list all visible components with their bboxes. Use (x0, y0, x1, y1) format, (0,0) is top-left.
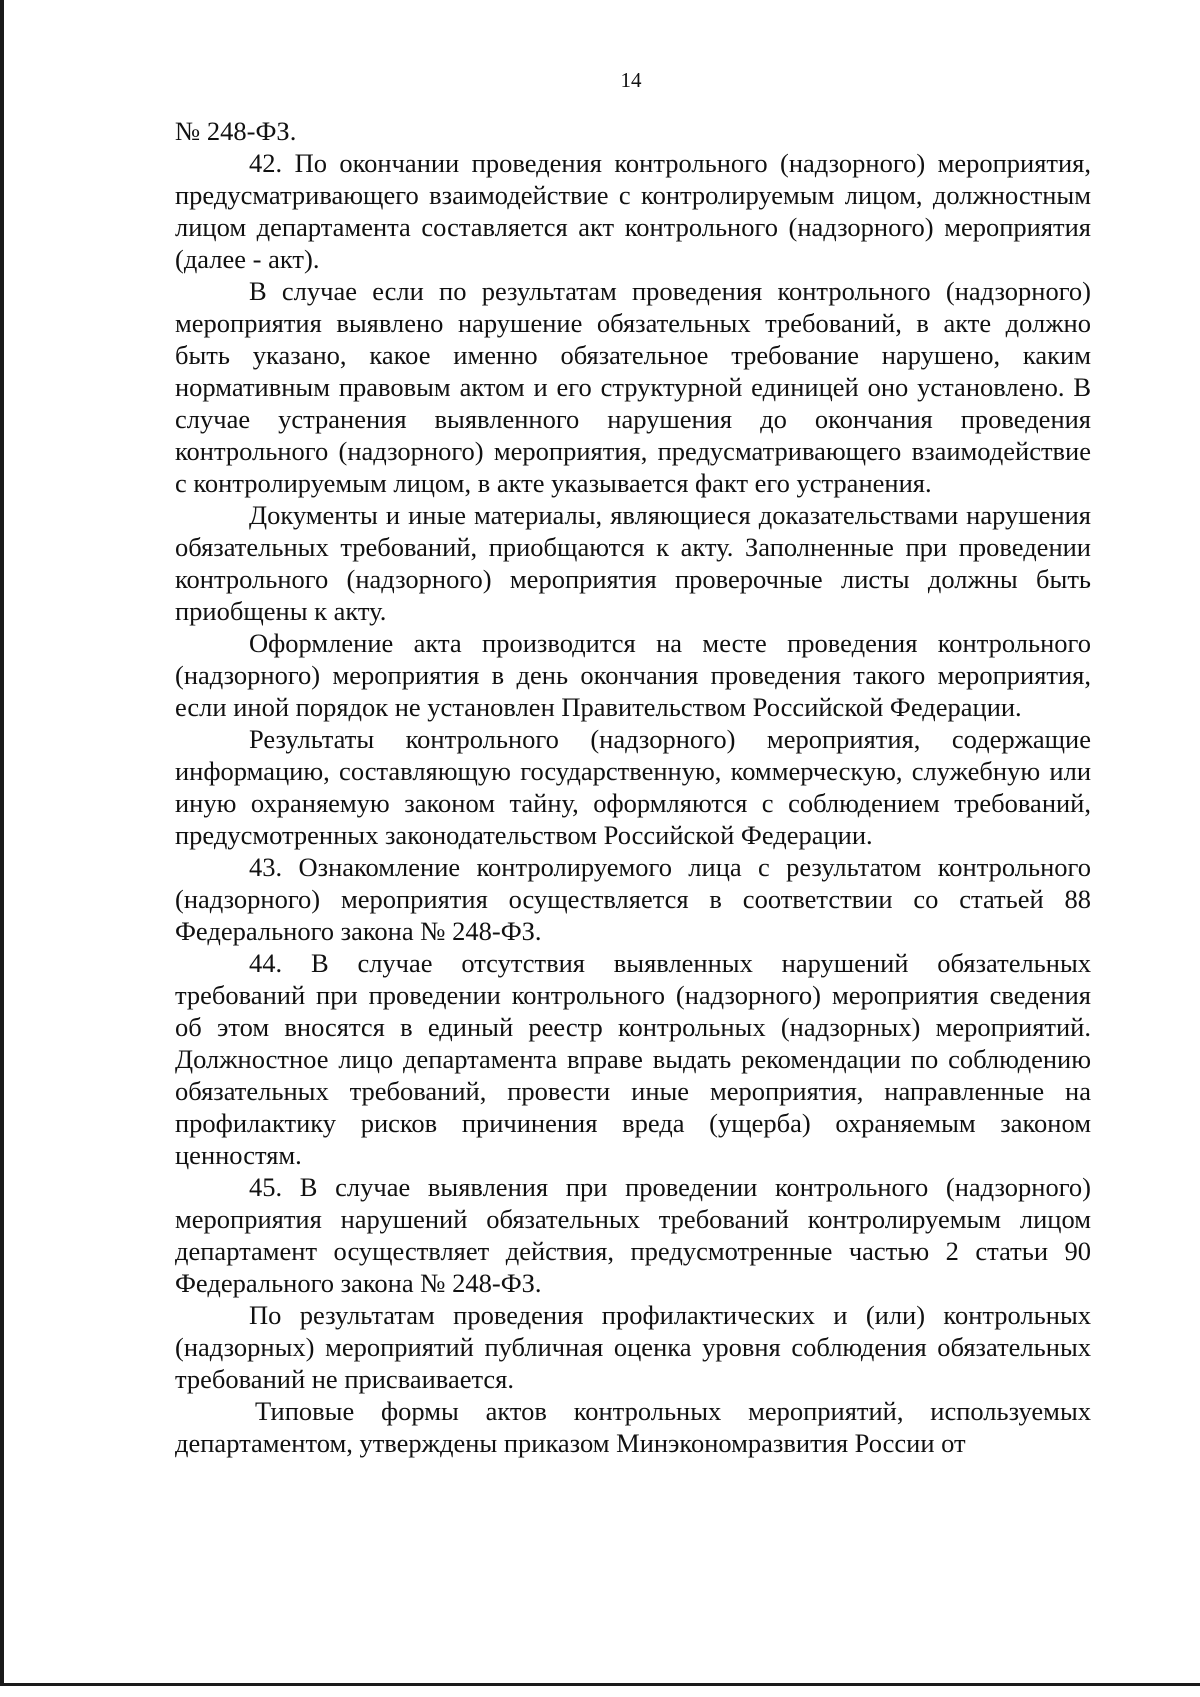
scan-border-bottom (0, 1683, 1200, 1686)
paragraph-standard-forms: Типовые формы актов контрольных мероприятий, используемых департаментом, утверждены приказом Минэкономразвития России от (175, 1396, 1091, 1458)
paragraph-45: 45. В случае выявления при проведении контрольного (надзорного) мероприятия нарушений обязательных требований контролируемым лицом департамент осуществляет действия, предусмотренные частью 2 статьи 90 Федерального закона № 248-ФЗ. (175, 1172, 1091, 1298)
paragraph-42: 42. По окончании проведения контрольного (надзорного) мероприятия, предусматривающего взаимодействие с контролируемым лицом, должностным лицом департамента составляется акт контрольного (надзорного) мероприятия (далее - акт). (175, 148, 1091, 274)
paragraph-secret-info: Результаты контрольного (надзорного) мероприятия, содержащие информацию, составляющую государственную, коммерческую, служебную или иную охраняемую законом тайну, оформляются с соблюдением требований, предусмотренных законодательством Российской Федерации. (175, 724, 1091, 850)
paragraph-documents-attached: Документы и иные материалы, являющиеся доказательствами нарушения обязательных требований, приобщаются к акту. Заполненные при проведении контрольного (надзорного) мероприятия проверочные листы должны быть приобщены к акту. (175, 500, 1091, 626)
paragraph-law-reference: № 248-ФЗ. (175, 116, 297, 146)
paragraph-43: 43. Ознакомление контролируемого лица с результатом контрольного (надзорного) мероприятия осуществляется в соответствии со статьей 88 Федерального закона № 248-ФЗ. (175, 852, 1091, 946)
paragraph-act-formalization: Оформление акта производится на месте проведения контрольного (надзорного) мероприятия в день окончания проведения такого мероприятия, если иной порядок не установлен Правительством Российской Федерации. (175, 628, 1091, 722)
paragraph-public-assessment: По результатам проведения профилактических и (или) контрольных (надзорных) мероприятий публичная оценка уровня соблюдения обязательных требований не присваивается. (175, 1300, 1091, 1394)
paragraph-violation-in-act: В случае если по результатам проведения контрольного (надзорного) мероприятия выявлено нарушение обязательных требований, в акте должно быть указано, какое именно обязательное требование нарушено, каким нормативным правовым актом и его структурной единицей оно установлено. В случае устранения выявленного нарушения до окончания проведения контрольного (надзорного) мероприятия, предусматривающего взаимодействие с контролируемым лицом, в акте указывается факт его устранения. (175, 276, 1091, 498)
paragraph-44: 44. В случае отсутствия выявленных нарушений обязательных требований при проведении контрольного (надзорного) мероприятия сведения об этом вносятся в единый реестр контрольных (надзорных) мероприятий. Должностное лицо департамента вправе выдать рекомендации по соблюдению обязательных требований, провести иные мероприятия, направленные на профилактику рисков причинения вреда (ущерба) охраняемым законом ценностям. (175, 948, 1091, 1170)
scan-border-left (0, 0, 4, 1685)
document-body (175, 115, 1091, 1459)
page-number: 14 (620, 68, 642, 92)
